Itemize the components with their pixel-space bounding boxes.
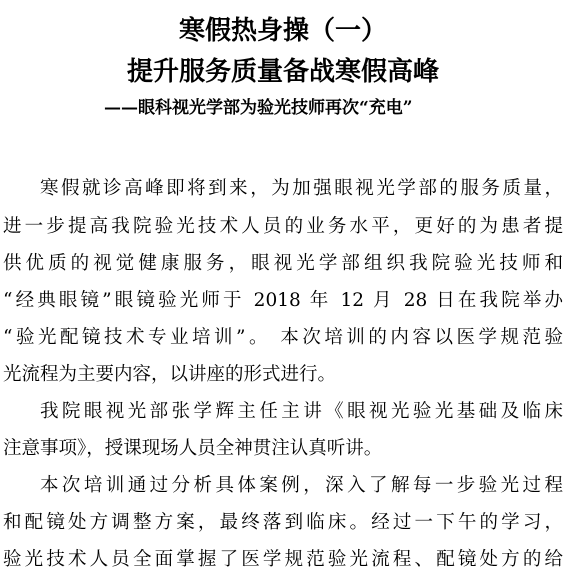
paragraph-line: “经典眼镜”眼镜验光师于 2018 年 12 月 28 日在我院举办 — [3, 290, 563, 311]
paragraph-line: 进一步提高我院验光技术人员的业务水平，更好的为患者提 — [3, 216, 563, 237]
paragraph-line: 我院眼视光部张学辉主任主讲《眼视光验光基础及临床 — [40, 401, 563, 422]
article-title-line-2: 提升服务质量备战寒假高峰 — [126, 57, 439, 87]
paragraph-line: 光流程为主要内容，以讲座的形式进行。 — [3, 364, 337, 385]
paragraph-line: “验光配镜技术专业培训”。 本次培训的内容以医学规范验 — [3, 327, 563, 348]
paragraph-line: 和配镜处方调整方案，最终落到临床。经过一下午的学习， — [3, 512, 563, 533]
paragraph-line: 本次培训通过分析具体案例，深入了解每一步验光过程 — [40, 475, 563, 496]
article-title-line-1: 寒假热身操（一） — [178, 16, 387, 46]
paragraph-line: 验光技术人员全面掌握了医学规范验光流程、配镜处方的给 — [3, 549, 563, 570]
paragraph-line: 寒假就诊高峰即将到来，为加强眼视光学部的服务质量， — [40, 178, 563, 199]
paragraph-line: 注意事项》，授课现场人员全神贯注认真听讲。 — [3, 438, 383, 459]
paragraph-line: 供优质的视觉健康服务，眼视光学部组织我院验光技师和 — [3, 253, 563, 274]
article-subtitle: ——眼科视光学部为验光技师再次“充电” — [104, 98, 413, 118]
